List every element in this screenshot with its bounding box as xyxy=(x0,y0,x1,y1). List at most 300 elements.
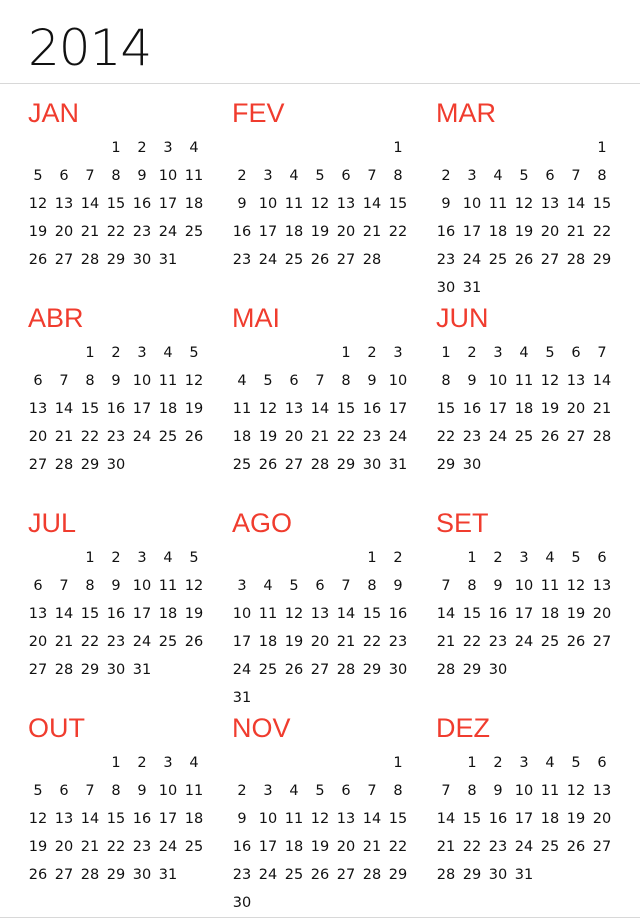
day-cell[interactable]: 9 xyxy=(393,578,403,594)
day-cell[interactable]: 18 xyxy=(184,811,204,827)
day-cell[interactable]: 6 xyxy=(33,578,43,594)
day-cell[interactable]: 25 xyxy=(284,252,304,268)
day-cell[interactable]: 12 xyxy=(184,578,204,594)
day-cell[interactable]: 22 xyxy=(80,429,100,445)
day-cell[interactable]: 4 xyxy=(237,373,247,389)
day-cell[interactable]: 7 xyxy=(85,168,95,184)
day-cell[interactable]: 13 xyxy=(28,606,48,622)
day-cell[interactable]: 4 xyxy=(545,755,555,771)
day-cell[interactable]: 8 xyxy=(341,373,351,389)
day-cell[interactable]: 24 xyxy=(158,839,178,855)
day-cell[interactable]: 14 xyxy=(362,196,382,212)
day-cell[interactable]: 15 xyxy=(362,606,382,622)
day-cell[interactable]: 17 xyxy=(514,811,534,827)
day-cell[interactable]: 8 xyxy=(467,783,477,799)
day-cell[interactable]: 20 xyxy=(540,224,560,240)
day-cell[interactable]: 18 xyxy=(184,196,204,212)
day-cell[interactable]: 8 xyxy=(367,578,377,594)
day-cell[interactable]: 3 xyxy=(493,345,503,361)
day-cell[interactable]: 23 xyxy=(106,634,126,650)
day-cell[interactable]: 23 xyxy=(388,634,408,650)
day-cell[interactable]: 19 xyxy=(284,634,304,650)
day-cell[interactable]: 4 xyxy=(519,345,529,361)
day-cell[interactable]: 29 xyxy=(462,662,482,678)
day-cell[interactable]: 11 xyxy=(184,783,204,799)
day-cell[interactable]: 25 xyxy=(158,429,178,445)
day-cell[interactable]: 7 xyxy=(441,578,451,594)
day-cell[interactable]: 26 xyxy=(566,839,586,855)
day-cell[interactable]: 1 xyxy=(111,755,121,771)
day-cell[interactable]: 16 xyxy=(106,401,126,417)
day-cell[interactable]: 16 xyxy=(232,839,252,855)
day-cell[interactable]: 2 xyxy=(467,345,477,361)
day-cell[interactable]: 4 xyxy=(263,578,273,594)
day-cell[interactable]: 23 xyxy=(106,429,126,445)
day-cell[interactable]: 13 xyxy=(336,196,356,212)
day-cell[interactable]: 30 xyxy=(132,252,152,268)
day-cell[interactable]: 28 xyxy=(592,429,612,445)
day-cell[interactable]: 26 xyxy=(258,457,278,473)
day-cell[interactable]: 8 xyxy=(393,168,403,184)
day-cell[interactable]: 13 xyxy=(310,606,330,622)
day-cell[interactable]: 24 xyxy=(514,634,534,650)
day-cell[interactable]: 18 xyxy=(158,606,178,622)
month-mar[interactable] xyxy=(436,98,626,298)
day-cell[interactable]: 13 xyxy=(284,401,304,417)
day-cell[interactable]: 2 xyxy=(367,345,377,361)
day-cell[interactable]: 11 xyxy=(540,783,560,799)
day-cell[interactable]: 2 xyxy=(393,550,403,566)
day-cell[interactable]: 1 xyxy=(85,345,95,361)
day-cell[interactable]: 17 xyxy=(132,401,152,417)
day-cell[interactable]: 26 xyxy=(540,429,560,445)
day-cell[interactable]: 6 xyxy=(545,168,555,184)
day-cell[interactable]: 16 xyxy=(462,401,482,417)
day-cell[interactable]: 29 xyxy=(80,662,100,678)
day-cell[interactable]: 22 xyxy=(336,429,356,445)
day-cell[interactable]: 18 xyxy=(232,429,252,445)
day-cell[interactable]: 7 xyxy=(441,783,451,799)
day-cell[interactable]: 22 xyxy=(462,839,482,855)
month-mai[interactable] xyxy=(232,303,422,503)
day-cell[interactable]: 3 xyxy=(163,755,173,771)
day-cell[interactable]: 29 xyxy=(462,867,482,883)
day-cell[interactable]: 10 xyxy=(514,578,534,594)
day-cell[interactable]: 6 xyxy=(289,373,299,389)
month-jan[interactable] xyxy=(28,98,218,298)
day-cell[interactable]: 12 xyxy=(28,196,48,212)
day-cell[interactable]: 5 xyxy=(189,550,199,566)
day-cell[interactable]: 22 xyxy=(388,839,408,855)
day-cell[interactable]: 11 xyxy=(158,578,178,594)
day-cell[interactable]: 1 xyxy=(467,550,477,566)
day-cell[interactable]: 16 xyxy=(232,224,252,240)
day-cell[interactable]: 9 xyxy=(137,168,147,184)
day-cell[interactable]: 16 xyxy=(106,606,126,622)
day-cell[interactable]: 26 xyxy=(28,252,48,268)
day-cell[interactable]: 28 xyxy=(336,662,356,678)
day-cell[interactable]: 21 xyxy=(592,401,612,417)
day-cell[interactable]: 12 xyxy=(566,578,586,594)
day-cell[interactable]: 25 xyxy=(540,839,560,855)
day-cell[interactable]: 1 xyxy=(467,755,477,771)
day-cell[interactable]: 20 xyxy=(310,634,330,650)
day-cell[interactable]: 11 xyxy=(258,606,278,622)
day-cell[interactable]: 20 xyxy=(54,224,74,240)
day-cell[interactable]: 16 xyxy=(388,606,408,622)
day-cell[interactable]: 6 xyxy=(59,168,69,184)
day-cell[interactable]: 16 xyxy=(488,606,508,622)
day-cell[interactable]: 28 xyxy=(362,867,382,883)
day-cell[interactable]: 10 xyxy=(462,196,482,212)
day-cell[interactable]: 14 xyxy=(54,401,74,417)
day-cell[interactable]: 18 xyxy=(488,224,508,240)
day-cell[interactable]: 3 xyxy=(137,345,147,361)
day-cell[interactable]: 27 xyxy=(28,457,48,473)
day-cell[interactable]: 11 xyxy=(232,401,252,417)
day-cell[interactable]: 9 xyxy=(111,578,121,594)
day-cell[interactable]: 31 xyxy=(462,280,482,296)
day-cell[interactable]: 8 xyxy=(85,373,95,389)
day-cell[interactable]: 19 xyxy=(514,224,534,240)
day-cell[interactable]: 17 xyxy=(232,634,252,650)
day-cell[interactable]: 2 xyxy=(237,783,247,799)
day-cell[interactable]: 12 xyxy=(184,373,204,389)
day-cell[interactable]: 30 xyxy=(106,457,126,473)
day-cell[interactable]: 23 xyxy=(132,224,152,240)
day-cell[interactable]: 2 xyxy=(137,140,147,156)
day-cell[interactable]: 7 xyxy=(571,168,581,184)
day-cell[interactable]: 10 xyxy=(132,373,152,389)
day-cell[interactable]: 16 xyxy=(132,196,152,212)
day-cell[interactable]: 22 xyxy=(362,634,382,650)
day-cell[interactable]: 6 xyxy=(341,783,351,799)
day-cell[interactable]: 27 xyxy=(54,867,74,883)
day-cell[interactable]: 19 xyxy=(310,839,330,855)
day-cell[interactable]: 18 xyxy=(284,839,304,855)
day-cell[interactable]: 6 xyxy=(571,345,581,361)
day-cell[interactable]: 2 xyxy=(493,755,503,771)
day-cell[interactable]: 14 xyxy=(54,606,74,622)
day-cell[interactable]: 21 xyxy=(310,429,330,445)
day-cell[interactable]: 16 xyxy=(132,811,152,827)
day-cell[interactable]: 24 xyxy=(488,429,508,445)
day-cell[interactable]: 23 xyxy=(232,867,252,883)
day-cell[interactable]: 2 xyxy=(493,550,503,566)
day-cell[interactable]: 19 xyxy=(566,811,586,827)
day-cell[interactable]: 26 xyxy=(184,634,204,650)
day-cell[interactable]: 25 xyxy=(514,429,534,445)
day-cell[interactable]: 1 xyxy=(367,550,377,566)
day-cell[interactable]: 6 xyxy=(341,168,351,184)
day-cell[interactable]: 24 xyxy=(132,634,152,650)
day-cell[interactable]: 21 xyxy=(362,224,382,240)
day-cell[interactable]: 27 xyxy=(336,867,356,883)
day-cell[interactable]: 2 xyxy=(441,168,451,184)
day-cell[interactable]: 10 xyxy=(488,373,508,389)
day-cell[interactable]: 24 xyxy=(514,839,534,855)
day-cell[interactable]: 2 xyxy=(237,168,247,184)
month-dez[interactable] xyxy=(436,713,626,913)
day-cell[interactable]: 15 xyxy=(592,196,612,212)
day-cell[interactable]: 11 xyxy=(488,196,508,212)
day-cell[interactable]: 2 xyxy=(111,345,121,361)
day-cell[interactable]: 13 xyxy=(54,196,74,212)
day-cell[interactable]: 22 xyxy=(80,634,100,650)
day-cell[interactable]: 2 xyxy=(137,755,147,771)
day-cell[interactable]: 17 xyxy=(514,606,534,622)
day-cell[interactable]: 31 xyxy=(388,457,408,473)
day-cell[interactable]: 4 xyxy=(289,783,299,799)
day-cell[interactable]: 13 xyxy=(592,783,612,799)
day-cell[interactable]: 29 xyxy=(362,662,382,678)
day-cell[interactable]: 7 xyxy=(59,578,69,594)
day-cell[interactable]: 5 xyxy=(33,783,43,799)
day-cell[interactable]: 24 xyxy=(158,224,178,240)
day-cell[interactable]: 30 xyxy=(106,662,126,678)
day-cell[interactable]: 1 xyxy=(393,755,403,771)
day-cell[interactable]: 14 xyxy=(80,196,100,212)
day-cell[interactable]: 17 xyxy=(158,811,178,827)
day-cell[interactable]: 30 xyxy=(232,895,252,911)
day-cell[interactable]: 31 xyxy=(158,252,178,268)
day-cell[interactable]: 21 xyxy=(54,634,74,650)
day-cell[interactable]: 5 xyxy=(571,550,581,566)
day-cell[interactable]: 12 xyxy=(28,811,48,827)
day-cell[interactable]: 31 xyxy=(158,867,178,883)
day-cell[interactable]: 3 xyxy=(467,168,477,184)
day-cell[interactable]: 17 xyxy=(132,606,152,622)
day-cell[interactable]: 14 xyxy=(80,811,100,827)
day-cell[interactable]: 4 xyxy=(163,345,173,361)
day-cell[interactable]: 25 xyxy=(184,839,204,855)
day-cell[interactable]: 9 xyxy=(237,811,247,827)
day-cell[interactable]: 2 xyxy=(111,550,121,566)
day-cell[interactable]: 3 xyxy=(263,168,273,184)
day-cell[interactable]: 10 xyxy=(258,196,278,212)
day-cell[interactable]: 4 xyxy=(189,140,199,156)
day-cell[interactable]: 21 xyxy=(362,839,382,855)
day-cell[interactable]: 20 xyxy=(336,839,356,855)
day-cell[interactable]: 5 xyxy=(315,168,325,184)
day-cell[interactable]: 5 xyxy=(189,345,199,361)
day-cell[interactable]: 21 xyxy=(80,839,100,855)
month-fev[interactable] xyxy=(232,98,422,298)
month-out[interactable] xyxy=(28,713,218,913)
day-cell[interactable]: 3 xyxy=(393,345,403,361)
day-cell[interactable]: 11 xyxy=(540,578,560,594)
day-cell[interactable]: 24 xyxy=(462,252,482,268)
day-cell[interactable]: 26 xyxy=(284,662,304,678)
day-cell[interactable]: 15 xyxy=(80,401,100,417)
day-cell[interactable]: 24 xyxy=(258,867,278,883)
day-cell[interactable]: 21 xyxy=(436,839,456,855)
day-cell[interactable]: 16 xyxy=(362,401,382,417)
day-cell[interactable]: 22 xyxy=(436,429,456,445)
day-cell[interactable]: 18 xyxy=(284,224,304,240)
day-cell[interactable]: 9 xyxy=(111,373,121,389)
month-jun[interactable] xyxy=(436,303,626,503)
day-cell[interactable]: 19 xyxy=(184,606,204,622)
day-cell[interactable]: 10 xyxy=(158,168,178,184)
day-cell[interactable]: 22 xyxy=(106,224,126,240)
day-cell[interactable]: 3 xyxy=(237,578,247,594)
day-cell[interactable]: 18 xyxy=(158,401,178,417)
day-cell[interactable]: 22 xyxy=(592,224,612,240)
day-cell[interactable]: 19 xyxy=(566,606,586,622)
day-cell[interactable]: 28 xyxy=(54,662,74,678)
day-cell[interactable]: 18 xyxy=(540,811,560,827)
day-cell[interactable]: 25 xyxy=(258,662,278,678)
day-cell[interactable]: 4 xyxy=(493,168,503,184)
day-cell[interactable]: 30 xyxy=(488,867,508,883)
day-cell[interactable]: 28 xyxy=(436,662,456,678)
month-set[interactable] xyxy=(436,508,626,708)
day-cell[interactable]: 10 xyxy=(132,578,152,594)
day-cell[interactable]: 1 xyxy=(85,550,95,566)
day-cell[interactable]: 5 xyxy=(571,755,581,771)
day-cell[interactable]: 29 xyxy=(106,867,126,883)
day-cell[interactable]: 13 xyxy=(54,811,74,827)
day-cell[interactable]: 13 xyxy=(336,811,356,827)
day-cell[interactable]: 10 xyxy=(258,811,278,827)
day-cell[interactable]: 27 xyxy=(54,252,74,268)
day-cell[interactable]: 25 xyxy=(232,457,252,473)
day-cell[interactable]: 12 xyxy=(284,606,304,622)
day-cell[interactable]: 6 xyxy=(59,783,69,799)
day-cell[interactable]: 14 xyxy=(336,606,356,622)
day-cell[interactable]: 4 xyxy=(189,755,199,771)
day-cell[interactable]: 17 xyxy=(388,401,408,417)
day-cell[interactable]: 9 xyxy=(467,373,477,389)
day-cell[interactable]: 21 xyxy=(54,429,74,445)
day-cell[interactable]: 26 xyxy=(566,634,586,650)
day-cell[interactable]: 29 xyxy=(436,457,456,473)
day-cell[interactable]: 29 xyxy=(80,457,100,473)
day-cell[interactable]: 10 xyxy=(514,783,534,799)
day-cell[interactable]: 12 xyxy=(310,811,330,827)
day-cell[interactable]: 18 xyxy=(514,401,534,417)
day-cell[interactable]: 31 xyxy=(232,690,252,706)
day-cell[interactable]: 20 xyxy=(28,429,48,445)
day-cell[interactable]: 29 xyxy=(336,457,356,473)
day-cell[interactable]: 15 xyxy=(462,606,482,622)
day-cell[interactable]: 24 xyxy=(258,252,278,268)
day-cell[interactable]: 9 xyxy=(441,196,451,212)
day-cell[interactable]: 14 xyxy=(566,196,586,212)
day-cell[interactable]: 19 xyxy=(540,401,560,417)
day-cell[interactable]: 27 xyxy=(310,662,330,678)
day-cell[interactable]: 30 xyxy=(132,867,152,883)
day-cell[interactable]: 15 xyxy=(388,196,408,212)
day-cell[interactable]: 19 xyxy=(28,839,48,855)
day-cell[interactable]: 27 xyxy=(592,839,612,855)
day-cell[interactable]: 11 xyxy=(158,373,178,389)
day-cell[interactable]: 15 xyxy=(462,811,482,827)
day-cell[interactable]: 20 xyxy=(336,224,356,240)
day-cell[interactable]: 7 xyxy=(367,783,377,799)
day-cell[interactable]: 27 xyxy=(284,457,304,473)
day-cell[interactable]: 1 xyxy=(111,140,121,156)
day-cell[interactable]: 15 xyxy=(106,196,126,212)
day-cell[interactable]: 25 xyxy=(540,634,560,650)
day-cell[interactable]: 21 xyxy=(566,224,586,240)
day-cell[interactable]: 8 xyxy=(85,578,95,594)
day-cell[interactable]: 28 xyxy=(362,252,382,268)
day-cell[interactable]: 4 xyxy=(289,168,299,184)
day-cell[interactable]: 14 xyxy=(592,373,612,389)
day-cell[interactable]: 7 xyxy=(341,578,351,594)
day-cell[interactable]: 30 xyxy=(462,457,482,473)
day-cell[interactable]: 10 xyxy=(158,783,178,799)
day-cell[interactable]: 8 xyxy=(467,578,477,594)
month-jul[interactable] xyxy=(28,508,218,708)
day-cell[interactable]: 4 xyxy=(545,550,555,566)
day-cell[interactable]: 24 xyxy=(388,429,408,445)
day-cell[interactable]: 24 xyxy=(232,662,252,678)
day-cell[interactable]: 11 xyxy=(284,196,304,212)
day-cell[interactable]: 19 xyxy=(310,224,330,240)
day-cell[interactable]: 26 xyxy=(28,867,48,883)
day-cell[interactable]: 6 xyxy=(597,550,607,566)
day-cell[interactable]: 24 xyxy=(132,429,152,445)
day-cell[interactable]: 11 xyxy=(514,373,534,389)
day-cell[interactable]: 26 xyxy=(184,429,204,445)
day-cell[interactable]: 20 xyxy=(284,429,304,445)
day-cell[interactable]: 29 xyxy=(106,252,126,268)
day-cell[interactable]: 5 xyxy=(315,783,325,799)
day-cell[interactable]: 31 xyxy=(132,662,152,678)
day-cell[interactable]: 1 xyxy=(341,345,351,361)
day-cell[interactable]: 14 xyxy=(310,401,330,417)
day-cell[interactable]: 30 xyxy=(388,662,408,678)
day-cell[interactable]: 20 xyxy=(592,606,612,622)
day-cell[interactable]: 5 xyxy=(519,168,529,184)
day-cell[interactable]: 19 xyxy=(258,429,278,445)
day-cell[interactable]: 27 xyxy=(336,252,356,268)
day-cell[interactable]: 19 xyxy=(184,401,204,417)
day-cell[interactable]: 27 xyxy=(28,662,48,678)
day-cell[interactable]: 9 xyxy=(493,783,503,799)
day-cell[interactable]: 28 xyxy=(436,867,456,883)
day-cell[interactable]: 20 xyxy=(54,839,74,855)
day-cell[interactable]: 30 xyxy=(436,280,456,296)
day-cell[interactable]: 15 xyxy=(106,811,126,827)
day-cell[interactable]: 8 xyxy=(393,783,403,799)
day-cell[interactable]: 1 xyxy=(393,140,403,156)
day-cell[interactable]: 23 xyxy=(462,429,482,445)
month-nov[interactable] xyxy=(232,713,422,913)
day-cell[interactable]: 12 xyxy=(310,196,330,212)
day-cell[interactable]: 29 xyxy=(388,867,408,883)
day-cell[interactable]: 3 xyxy=(263,783,273,799)
day-cell[interactable]: 20 xyxy=(28,634,48,650)
day-cell[interactable]: 27 xyxy=(592,634,612,650)
day-cell[interactable]: 28 xyxy=(54,457,74,473)
day-cell[interactable]: 26 xyxy=(310,252,330,268)
day-cell[interactable]: 23 xyxy=(488,634,508,650)
day-cell[interactable]: 22 xyxy=(388,224,408,240)
day-cell[interactable]: 7 xyxy=(597,345,607,361)
day-cell[interactable]: 8 xyxy=(441,373,451,389)
day-cell[interactable]: 14 xyxy=(436,811,456,827)
day-cell[interactable]: 12 xyxy=(540,373,560,389)
day-cell[interactable]: 7 xyxy=(315,373,325,389)
day-cell[interactable]: 23 xyxy=(488,839,508,855)
day-cell[interactable]: 15 xyxy=(388,811,408,827)
day-cell[interactable]: 30 xyxy=(488,662,508,678)
day-cell[interactable]: 12 xyxy=(258,401,278,417)
